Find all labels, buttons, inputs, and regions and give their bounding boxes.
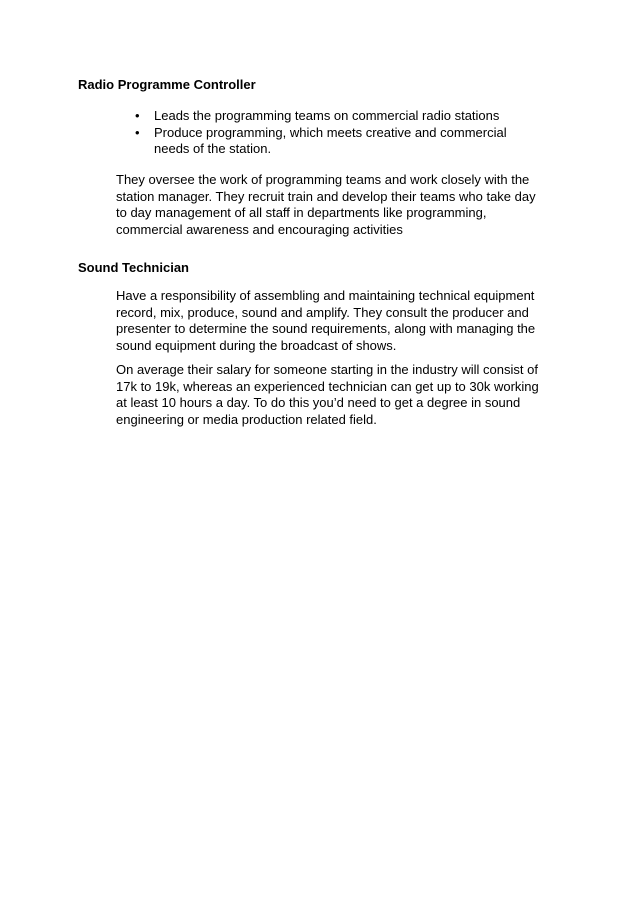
section-heading-sound-technician: Sound Technician [78,260,189,275]
paragraph: Have a responsibility of assembling and maintaining technical equipment record, mix, produce, sound and amplify. They consult the producer and presenter to determine the sound requirements, along with managing the sound equipment during the broadcast of shows. [116,288,536,353]
list-item [135,125,535,158]
bullet-text: Leads the programming teams on commercial radio stations [154,108,500,123]
bullet-icon: • [135,108,140,123]
list-item [135,108,535,125]
section-heading-radio-programme-controller: Radio Programme Controller [78,77,256,92]
paragraph: They oversee the work of programming teams and work closely with the station manager. They recruit train and develop their teams who take day to day management of all staff in departments like programming, commercial awareness and encouraging activities [116,172,536,237]
bullet-text: Produce programming, which meets creative and commercial needs of the station. [154,124,507,156]
bullet-list [135,108,535,158]
bullet-icon: • [135,124,140,140]
paragraph: On average their salary for someone starting in the industry will consist of 17k to 19k, whereas an experienced technician can get up to 30k working at least 10 hours a day. To do this you’d need to get a degree in sound engineering or media production related field. [116,362,539,427]
